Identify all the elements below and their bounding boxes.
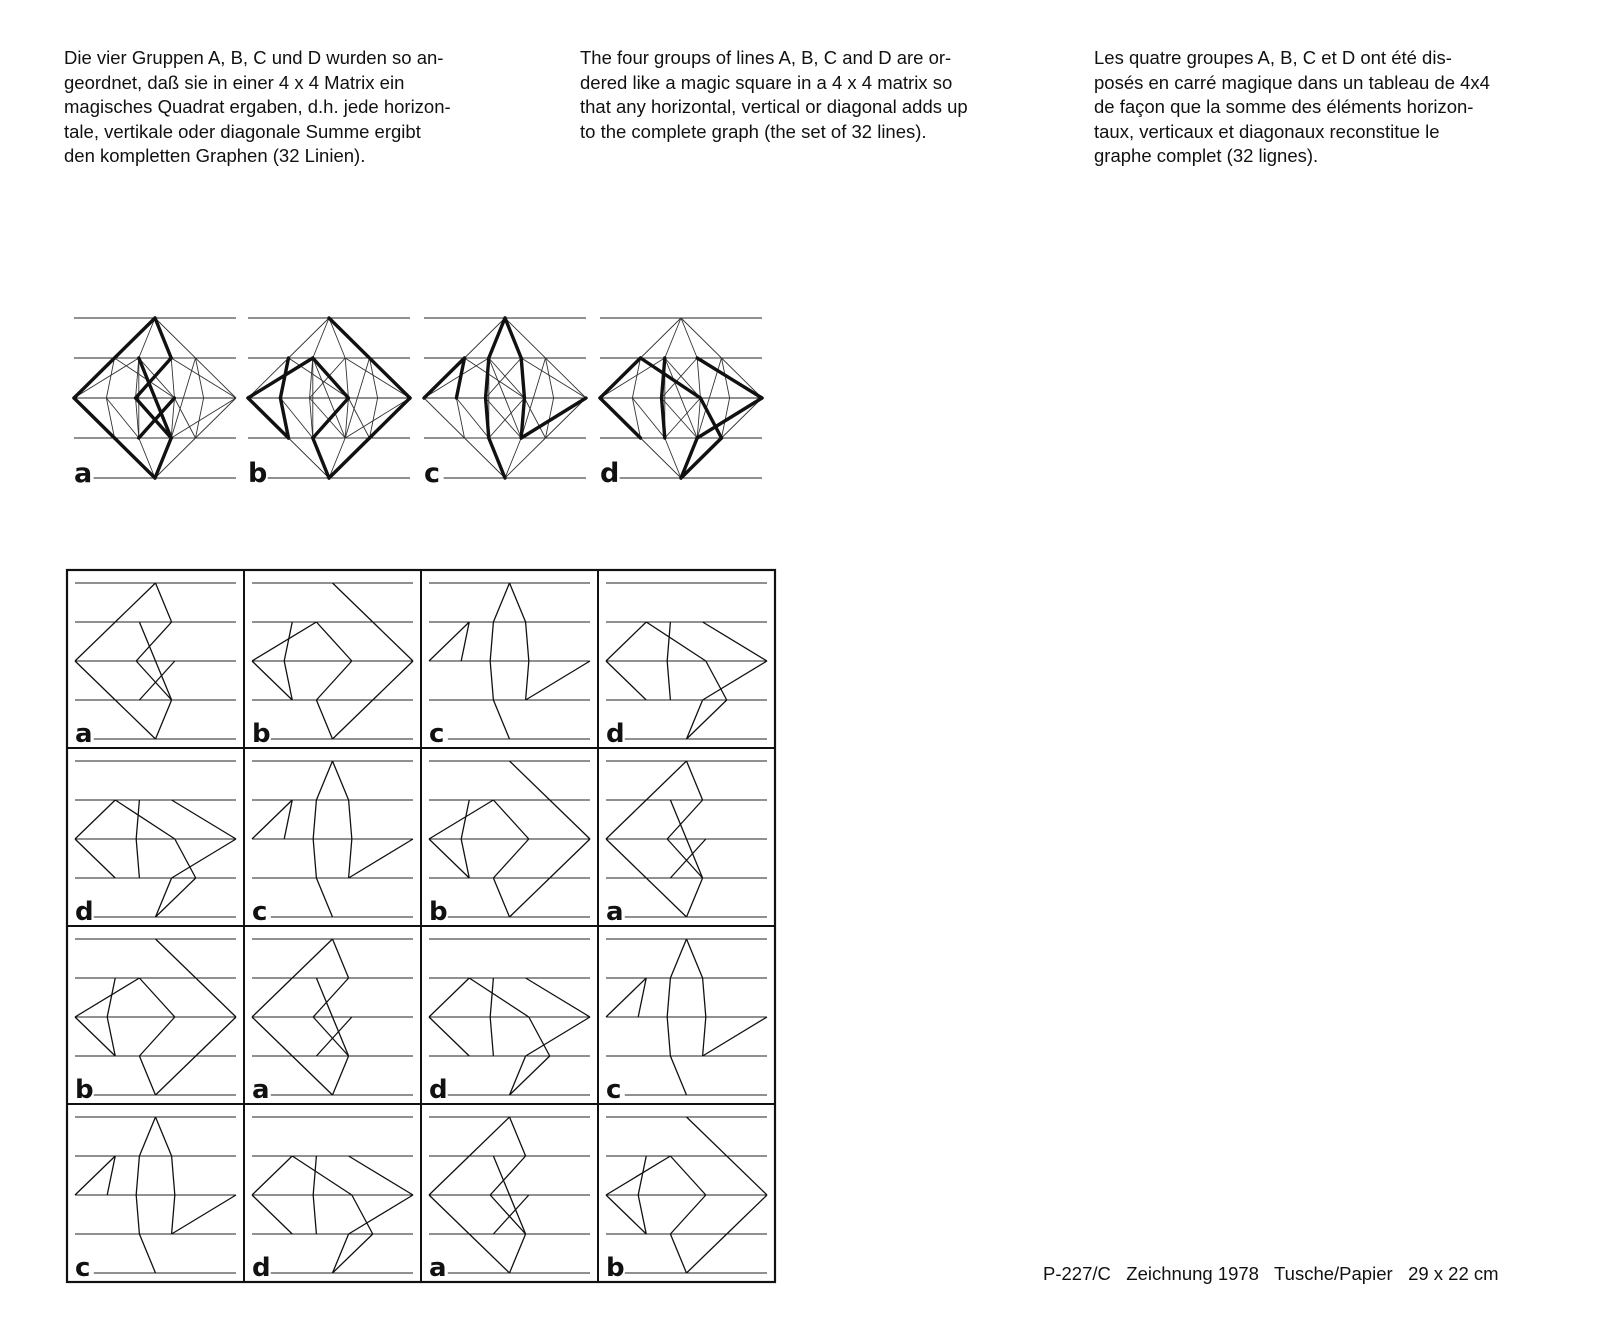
matrix-cell-label: d <box>606 719 625 749</box>
matrix-cell-label: b <box>75 1075 94 1105</box>
matrix-cell-label: c <box>429 719 445 749</box>
matrix-cell-label: b <box>429 897 448 927</box>
matrix-cell <box>250 761 413 927</box>
matrix-cell <box>604 939 767 1105</box>
matrix-cell-label: b <box>252 719 271 749</box>
matrix-cell-label: c <box>252 897 268 927</box>
group-diagram-c <box>422 318 586 489</box>
magic-square-matrix <box>67 570 775 1283</box>
matrix-cell-label: a <box>429 1253 447 1283</box>
matrix-cell <box>427 761 590 927</box>
matrix-cell <box>250 1117 413 1283</box>
french-description: Les quatre groupes A, B, C et D ont été dis- posés en carré magique dans un tableau de 4x4 de façon que la somme des éléments horizon- taux, verticaux et diagonaux reconstitue le graphe complet (32 lignes). <box>1094 47 1490 166</box>
matrix-cell <box>604 1117 767 1283</box>
matrix-cell-label: d <box>75 897 94 927</box>
english-description: The four groups of lines A, B, C and D are or- dered like a magic square in a 4 x 4 matrix so that any horizontal, vertical or diagonal adds up to the complete graph (the set of 32 lines). <box>580 47 968 142</box>
matrix-cell <box>73 583 236 749</box>
matrix-cell <box>604 761 767 927</box>
matrix-cell <box>250 583 413 749</box>
matrix-cell-label: a <box>252 1075 270 1105</box>
group-diagram-a <box>72 318 236 489</box>
matrix-cell <box>427 1117 590 1283</box>
matrix-cell-label: b <box>606 1253 625 1283</box>
matrix-cell <box>427 583 590 749</box>
group-diagram-d <box>598 318 762 489</box>
matrix-cell-label: d <box>252 1253 271 1283</box>
matrix-cell <box>73 939 236 1105</box>
matrix-cell <box>73 1117 236 1283</box>
group-label-a: a <box>74 458 93 489</box>
artwork-caption: P-227/C Zeichnung 1978 Tusche/Papier 29 x 22 cm <box>1043 1263 1499 1284</box>
german-description: Die vier Gruppen A, B, C und D wurden so an- geordnet, daß sie in einer 4 x 4 Matrix ein magisches Quadrat ergaben, d.h. jede horizon- tale, vertikale oder diagonale Summe ergibt den kompletten Graphen (32 Linien). <box>64 47 451 166</box>
group-label-d: d <box>600 458 620 489</box>
matrix-cell <box>73 761 236 927</box>
matrix-cell-label: a <box>606 897 624 927</box>
matrix-cell-label: c <box>606 1075 622 1105</box>
matrix-cell-label: d <box>429 1075 448 1105</box>
matrix-cell <box>604 583 767 749</box>
group-diagram-b <box>246 318 410 489</box>
matrix-cell-label: c <box>75 1253 91 1283</box>
group-label-c: c <box>424 458 441 489</box>
matrix-cell <box>250 939 413 1105</box>
matrix-cell-label: a <box>75 719 93 749</box>
matrix-cell <box>427 939 590 1105</box>
group-label-b: b <box>248 458 268 489</box>
